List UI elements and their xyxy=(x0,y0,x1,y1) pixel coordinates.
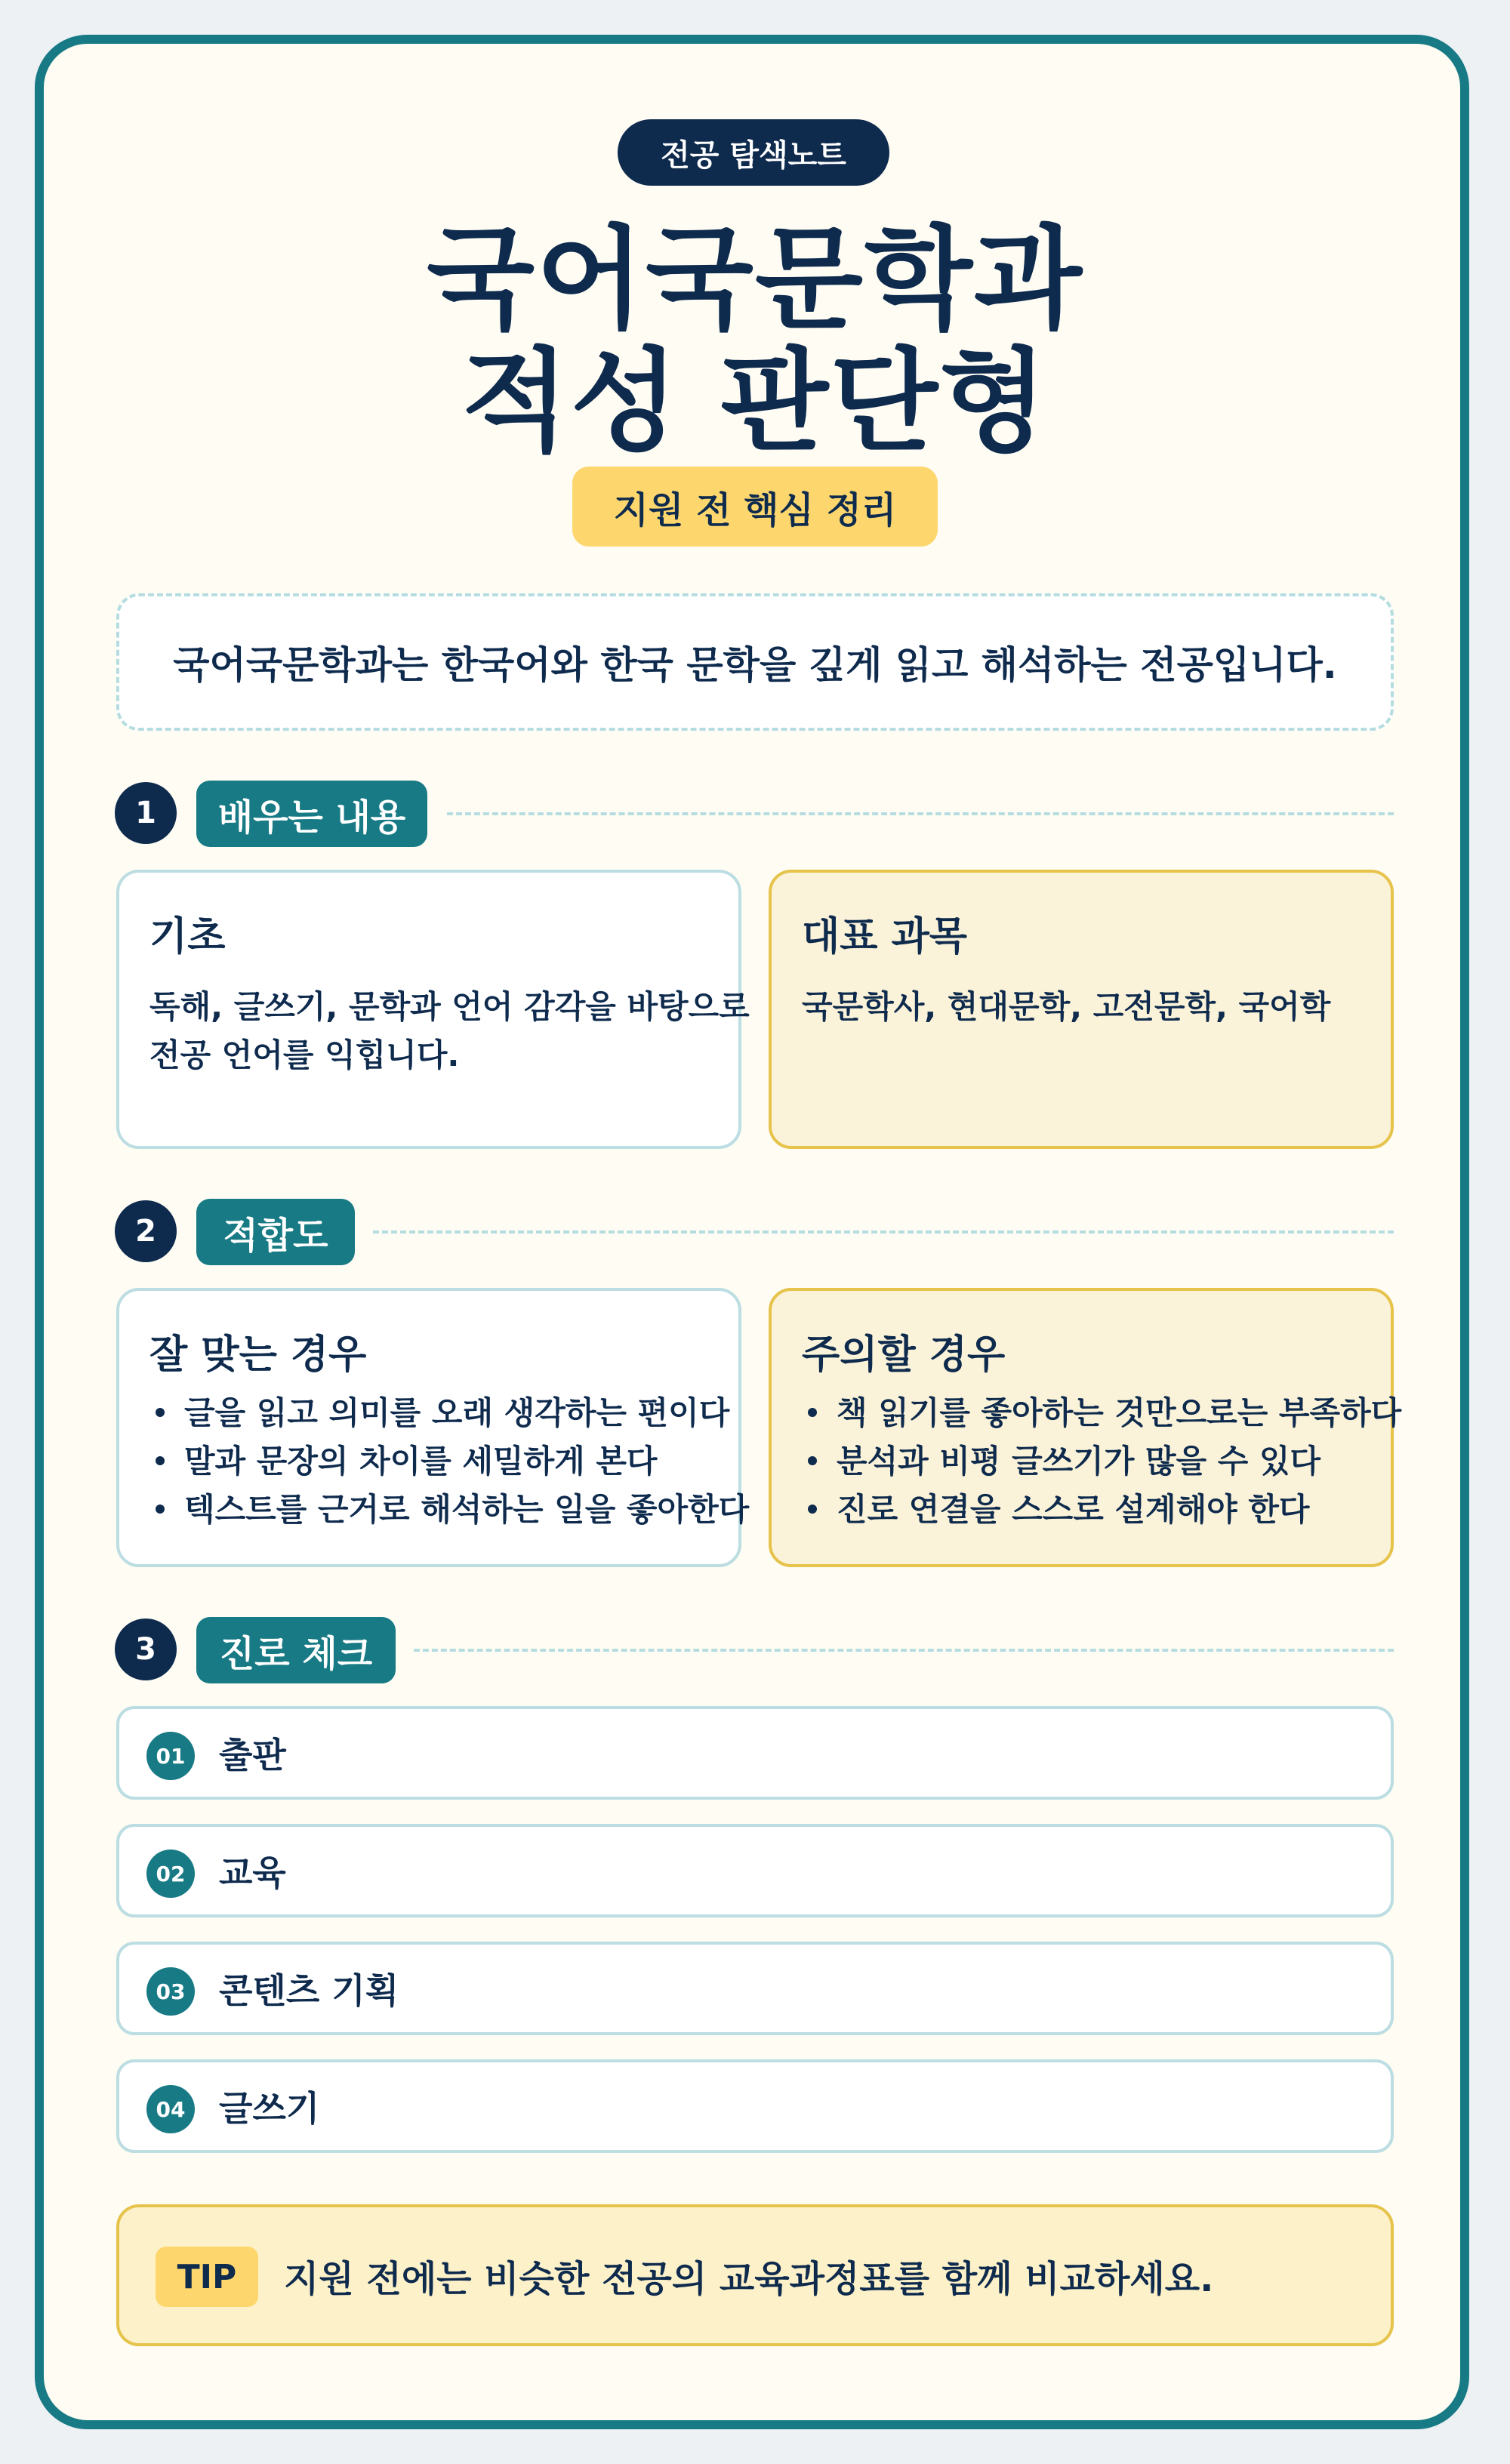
career-number-badge: 02 xyxy=(146,1850,195,1898)
section-2-divider xyxy=(373,1230,1394,1234)
subtitle-badge: 지원 전 핵심 정리 xyxy=(572,467,938,547)
section-1-divider xyxy=(447,812,1394,815)
list-item: 텍스트를 근거로 해석하는 일을 좋아한다 xyxy=(149,1486,731,1534)
career-number-badge: 01 xyxy=(146,1732,195,1780)
learning-basics-line: 독해, 글쓰기, 문학과 언어 감각을 바탕으로 xyxy=(149,988,750,1025)
intro-box xyxy=(116,593,1394,731)
career-number-badge: 03 xyxy=(146,1967,195,2016)
list-item: 글을 읽고 의미를 오래 생각하는 편이다 xyxy=(149,1389,731,1437)
list-item: 책 읽기를 좋아하는 것만으로는 부족하다 xyxy=(802,1389,1383,1437)
tip-box xyxy=(116,2204,1394,2346)
career-item xyxy=(116,2059,1394,2153)
list-item: 분석과 비평 글쓰기가 많을 수 있다 xyxy=(802,1437,1383,1486)
career-item xyxy=(116,1824,1394,1917)
caution-list xyxy=(802,1389,1402,1534)
career-label: 글쓰기 xyxy=(219,2088,320,2129)
section-1-number: 1 xyxy=(115,782,177,844)
tip-text: 지원 전에는 비슷한 전공의 교육과정표를 함께 비교하세요. xyxy=(284,2257,1214,2300)
representative-courses-line: 국문학사, 현대문학, 고전문학, 국어학 xyxy=(802,988,1331,1025)
learning-basics-card xyxy=(116,870,750,1149)
representative-courses-title: 대표 과목 xyxy=(802,914,968,959)
career-item xyxy=(116,1706,1394,1800)
section-3-number: 3 xyxy=(115,1619,177,1680)
career-label: 콘텐츠 기획 xyxy=(219,1970,399,2011)
representative-courses-card xyxy=(769,870,1394,1149)
tip-badge: TIP xyxy=(156,2247,258,2307)
page-title-line2: 적성 판단형 xyxy=(461,337,1049,467)
career-label: 출판 xyxy=(219,1735,286,1776)
caution-card xyxy=(769,1288,1402,1567)
good-fit-title: 잘 맞는 경우 xyxy=(149,1332,367,1378)
page-title-line1: 국어국문학과 xyxy=(427,214,1083,344)
representative-courses-text xyxy=(802,983,1361,1031)
good-fit-list xyxy=(149,1389,750,1534)
section-2-number: 2 xyxy=(115,1200,177,1262)
caution-title: 주의할 경우 xyxy=(802,1332,1006,1378)
career-number-badge: 04 xyxy=(146,2085,195,2133)
learning-basics-text xyxy=(149,983,750,1080)
header-tag: 전공 탐색노트 xyxy=(618,119,889,186)
section-3-label: 진로 체크 xyxy=(196,1617,396,1683)
intro-text: 국어국문학과는 한국어와 한국 문학을 깊게 읽고 해석하는 전공입니다. xyxy=(173,643,1337,687)
section-3-divider xyxy=(414,1649,1394,1652)
good-fit-card xyxy=(116,1288,750,1567)
section-1-label: 배우는 내용 xyxy=(196,781,427,847)
list-item: 진로 연결을 스스로 설계해야 한다 xyxy=(802,1486,1383,1534)
section-2-label: 적합도 xyxy=(196,1199,355,1265)
learning-basics-line: 전공 언어를 익힙니다. xyxy=(149,1036,460,1073)
career-label: 교육 xyxy=(219,1853,286,1893)
list-item: 말과 문장의 차이를 세밀하게 본다 xyxy=(149,1437,731,1486)
career-item xyxy=(116,1942,1394,2035)
learning-basics-title: 기초 xyxy=(149,914,226,959)
